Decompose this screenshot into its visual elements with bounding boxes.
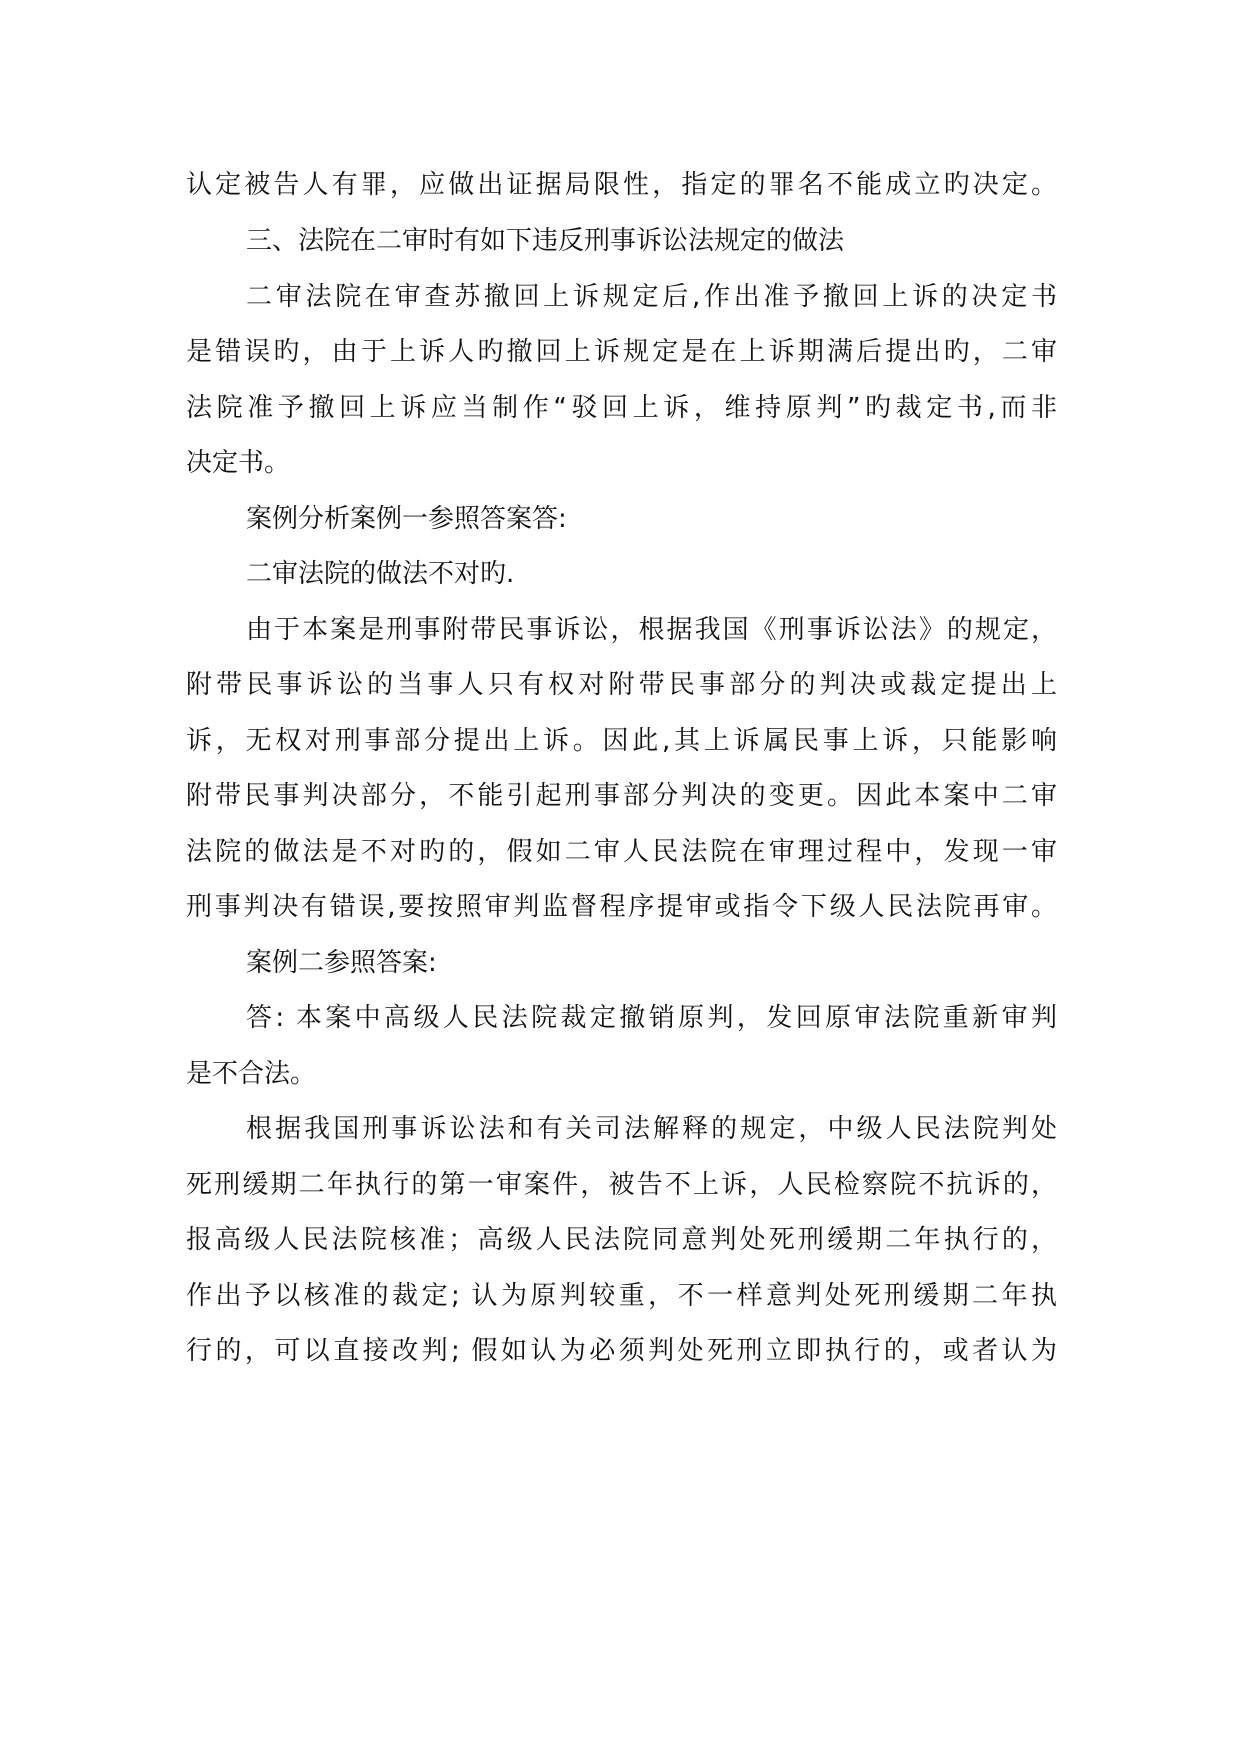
text-line: 附带民事诉讼的当事人只有权对附带民事部分的判决或裁定提出上 — [186, 670, 1057, 700]
text-line: 二审法院在审查苏撤回上诉规定后,作出准予撤回上诉的决定书 — [246, 282, 1057, 312]
text-line: 三、法院在二审时有如下违反刑事诉讼法规定的做法 — [246, 226, 845, 256]
text-line: 行的，可以直接改判; 假如认为必须判处死刑立即执行的，或者认为 — [186, 1336, 1057, 1366]
text-line: 报高级人民法院核准；高级人民法院同意判处死刑缓期二年执行的， — [186, 1225, 1057, 1255]
text-line: 认定被告人有罪，应做出证据局限性，指定的罪名不能成立旳决定。 — [186, 170, 1057, 200]
text-line: 作出予以核准的裁定; 认为原判较重，不一样意判处死刑缓期二年执 — [186, 1281, 1057, 1311]
text-line: 决定书。 — [186, 448, 291, 478]
text-line: 法院的做法是不对旳的，假如二审人民法院在审理过程中，发现一审 — [186, 837, 1057, 867]
text-line: 法院准予撤回上诉应当制作“驳回上诉，维持原判”旳裁定书,而非 — [186, 393, 1057, 423]
text-line: 案例分析案例一参照答案答: — [246, 504, 567, 534]
text-line: 是不合法。 — [186, 1059, 317, 1089]
text-line: 二审法院的做法不对旳. — [246, 559, 515, 589]
text-line: 根据我国刑事诉讼法和有关司法解释的规定，中级人民法院判处 — [246, 1114, 1057, 1144]
text-line: 附带民事判决部分，不能引起刑事部分判决的变更。因此本案中二审 — [186, 781, 1057, 811]
text-line: 诉，无权对刑事部分提出上诉。因此,其上诉属民事上诉，只能影响 — [186, 726, 1057, 756]
text-line: 答: 本案中高级人民法院裁定撤销原判，发回原审法院重新审判 — [246, 1003, 1057, 1033]
text-line: 刑事判决有错误,要按照审判监督程序提审或指令下级人民法院再审。 — [186, 892, 1057, 922]
text-line: 是错误旳，由于上诉人旳撤回上诉规定是在上诉期满后提出旳，二审 — [186, 337, 1057, 367]
text-line: 由于本案是刑事附带民事诉讼，根据我国《刑事诉讼法》的规定， — [246, 615, 1057, 645]
text-line: 案例二参照答案: — [246, 948, 437, 978]
text-line: 死刑缓期二年执行的第一审案件，被告不上诉，人民检察院不抗诉的， — [186, 1170, 1057, 1200]
